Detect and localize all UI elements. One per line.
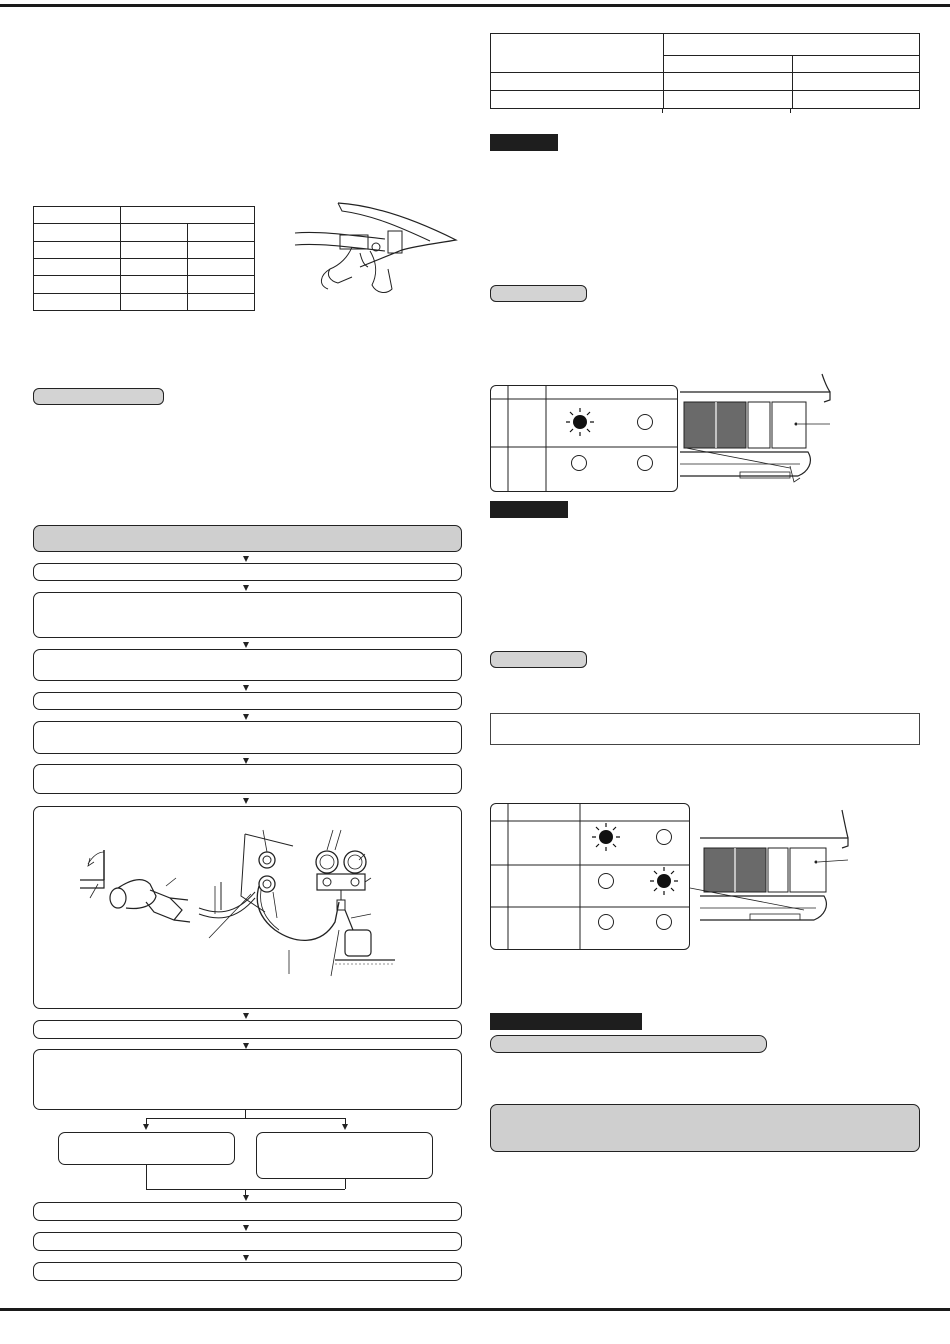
grey-note-box [490,1104,920,1152]
flow-step-header [33,525,462,552]
led-off-icon [636,413,654,431]
flare-size-table [33,206,255,311]
indoor-unit-illustration-1 [680,372,850,497]
flow-step-2 [33,592,462,638]
flow-step-1 [33,563,462,581]
spec-table-right [490,33,920,109]
flow-step-5 [33,721,462,754]
led-off-icon [655,913,673,931]
flow-step-8 [33,1049,462,1110]
hex-key-valve-illustration [70,840,190,930]
flow-step-9 [33,1202,462,1221]
flow-branch-left [58,1132,235,1165]
section-heading-left [33,388,164,405]
led-blinking-icon [649,866,679,896]
top-rule [0,4,950,7]
led-blinking-icon [565,407,595,437]
led-off-icon [636,454,654,472]
led-off-icon [597,913,615,931]
note-box [490,713,920,745]
caution-label-2 [490,501,568,518]
gauge-manifold-illustration [195,826,410,986]
flow-step-10 [33,1232,462,1251]
led-panel-1-lines [490,385,678,492]
indoor-unit-illustration-2 [700,808,850,930]
wrench-hands-illustration [290,195,460,300]
flow-step-6 [33,764,462,794]
led-off-icon [655,828,673,846]
section-heading-right-1 [490,285,587,302]
flow-step-7 [33,1020,462,1039]
led-blinking-icon [591,822,621,852]
caution-label-3 [490,1013,642,1030]
section-heading-right-3 [490,1035,767,1053]
flow-step-11 [33,1262,462,1281]
led-off-icon [570,454,588,472]
section-heading-right-2 [490,651,587,668]
flow-step-4 [33,692,462,710]
caution-label-1 [490,134,558,151]
flow-branch-right [256,1132,433,1179]
bottom-rule [0,1308,950,1311]
flow-step-3 [33,649,462,681]
led-off-icon [597,872,615,890]
